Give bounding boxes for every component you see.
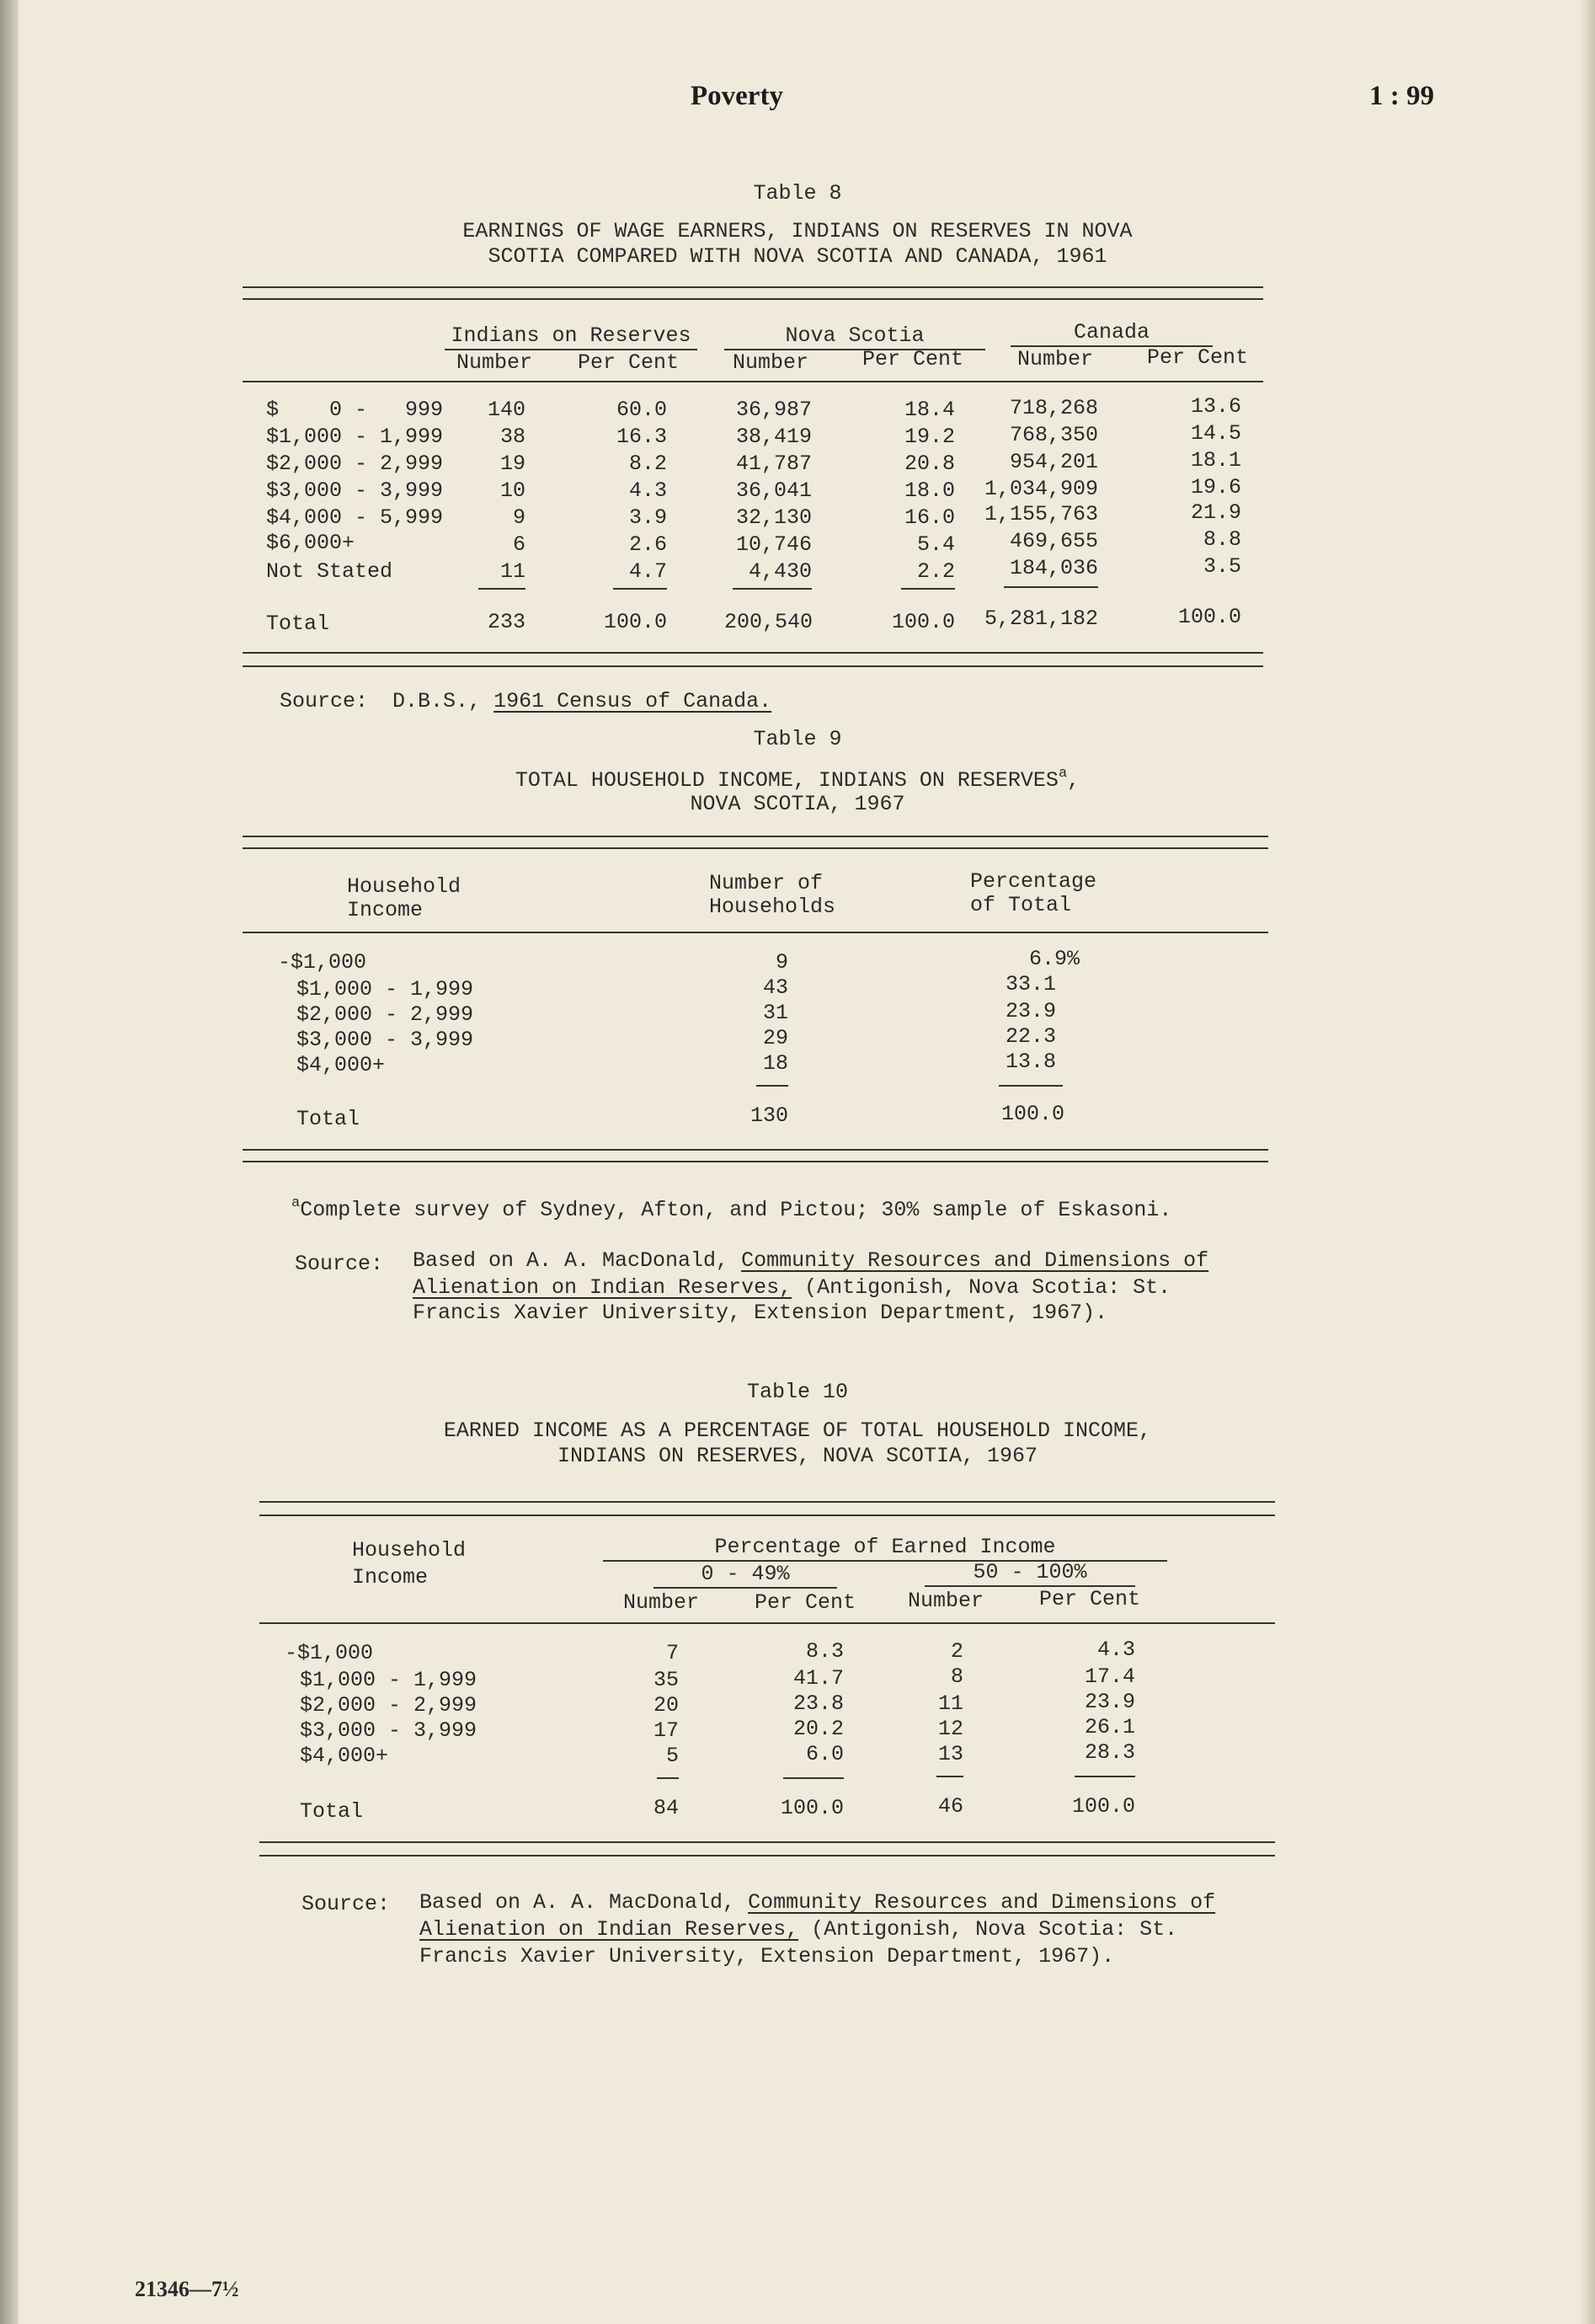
table-8-title-line2: SCOTIA COMPARED WITH NOVA SCOTIA AND CANADA, 1961 bbox=[488, 244, 1107, 269]
table-9-cell: 9 bbox=[775, 950, 788, 975]
table-9-cell: 23.9 bbox=[1005, 999, 1056, 1023]
table-8-cell: 18.1 bbox=[1190, 448, 1241, 473]
table-10-subhead: Number bbox=[623, 1590, 700, 1615]
table-8-cell: 38 bbox=[499, 425, 525, 449]
table-8-cell: 18.0 bbox=[904, 478, 955, 503]
table-10-row-label: -$1,000 bbox=[285, 1641, 374, 1665]
table-9-head-percentage: Percentage bbox=[970, 869, 1097, 894]
table-8-group-nova-scotia: Nova Scotia bbox=[785, 323, 925, 348]
table-10-sum-rule bbox=[936, 1776, 963, 1777]
table-9-head-income: Household bbox=[347, 874, 461, 899]
table-8-total-cell: 5,281,182 bbox=[984, 606, 1098, 631]
table-10-cell: 8 bbox=[950, 1664, 963, 1689]
table-9-rule-head bbox=[243, 932, 1268, 933]
table-8-rule-top bbox=[243, 286, 1263, 288]
table-8-subhead: Per Cent bbox=[578, 350, 680, 375]
table-8-cell: 1,155,763 bbox=[984, 502, 1098, 526]
table-9-total-label: Total bbox=[296, 1107, 360, 1131]
table-8-total-cell: 200,540 bbox=[724, 610, 814, 634]
table-10-total-label: Total bbox=[300, 1799, 364, 1824]
table-9-footnote-mark: a bbox=[291, 1195, 301, 1211]
table-9-cell: 22.3 bbox=[1005, 1024, 1056, 1049]
table-8-cell: 2.2 bbox=[916, 559, 955, 584]
table-10-subgroup-low-underline bbox=[653, 1587, 837, 1589]
table-8-sum-rule bbox=[901, 588, 955, 590]
table-10-sum-rule bbox=[783, 1777, 844, 1779]
table-8-cell: 140 bbox=[487, 398, 525, 422]
table-10-cell: 4.3 bbox=[1096, 1637, 1135, 1662]
table-10-cell: 23.9 bbox=[1084, 1690, 1135, 1714]
table-9-rule-top bbox=[243, 836, 1268, 837]
table-10-total-cell: 46 bbox=[937, 1794, 963, 1819]
table-10-cell: 17 bbox=[653, 1718, 679, 1743]
table-8-cell: 1,034,909 bbox=[984, 477, 1098, 501]
table-10-row-label: $3,000 - 3,999 bbox=[300, 1718, 477, 1743]
table-8-sum-rule bbox=[1004, 586, 1098, 588]
table-8-cell: 41,787 bbox=[735, 451, 812, 476]
table-8-cell: 19 bbox=[499, 451, 525, 476]
table-10-cell: 8.3 bbox=[805, 1639, 844, 1664]
table-8-row-label: $2,000 - 2,999 bbox=[266, 451, 444, 476]
table-9-footnote-text: Complete survey of Sydney, Afton, and Pictou; 30% sample of Eskasoni. bbox=[300, 1198, 1172, 1222]
table-8-cell: 14.5 bbox=[1190, 421, 1241, 446]
table-8-row-label: $1,000 - 1,999 bbox=[266, 425, 444, 449]
table-10-subhead: Per Cent bbox=[755, 1590, 856, 1615]
table-10-subgroup-high: 50 - 100% bbox=[973, 1560, 1087, 1584]
table-10-source-line3: Francis Xavier University, Extension Department, 1967). bbox=[419, 1944, 1115, 1969]
table-10-rule-bottom-2 bbox=[259, 1855, 1275, 1857]
table-8-cell: 718,268 bbox=[1009, 396, 1098, 420]
table-9-cell: 33.1 bbox=[1005, 972, 1056, 996]
table-8-cell: 36,041 bbox=[735, 478, 812, 503]
table-10-head-income: Income bbox=[352, 1565, 429, 1589]
table-10-cell: 26.1 bbox=[1084, 1715, 1135, 1739]
table-10-cell: 12 bbox=[937, 1717, 963, 1741]
table-8-group-indians: Indians on Reserves bbox=[451, 323, 691, 348]
table-8-group-canada: Canada bbox=[1073, 320, 1150, 345]
table-8-cell: 16.0 bbox=[904, 505, 955, 530]
table-9-rule-bottom-2 bbox=[243, 1161, 1268, 1162]
table-8-cell: 19.2 bbox=[904, 425, 955, 449]
table-8-subhead: Number bbox=[456, 350, 533, 375]
table-9-head-households: Number of bbox=[709, 871, 824, 895]
table-10-total-cell: 100.0 bbox=[780, 1796, 844, 1820]
table-8-cell: 16.3 bbox=[616, 425, 667, 449]
table-10-source-line2 bbox=[419, 1919, 1177, 1940]
table-10-title-line2: INDIANS ON RESERVES, NOVA SCOTIA, 1967 bbox=[557, 1444, 1038, 1468]
table-10-row-label: $1,000 - 1,999 bbox=[300, 1668, 477, 1692]
table-8-cell: 469,655 bbox=[1009, 529, 1098, 553]
table-9-cell: 43 bbox=[762, 975, 788, 1000]
table-10-cell: 7 bbox=[665, 1641, 679, 1665]
table-8-cell: 32,130 bbox=[735, 505, 812, 530]
table-9-row-label: -$1,000 bbox=[278, 950, 367, 975]
table-8-cell: 4.3 bbox=[628, 478, 667, 503]
table-8-total-cell: 233 bbox=[487, 610, 525, 634]
table-8-cell: 18.4 bbox=[904, 398, 955, 422]
table-9-cell: 18 bbox=[762, 1051, 788, 1076]
table-8-cell: 19.6 bbox=[1190, 475, 1241, 500]
table-9-cell: 6.9% bbox=[1028, 947, 1080, 971]
table-10-rule-bottom bbox=[259, 1841, 1275, 1843]
table-8-cell: 184,036 bbox=[1009, 556, 1098, 580]
table-10-rule-top bbox=[259, 1501, 1275, 1503]
table-8-rule-bottom bbox=[243, 652, 1263, 654]
table-9-total-cell: 100.0 bbox=[1000, 1102, 1064, 1126]
table-10-source-title: Community Resources and Dimensions of bbox=[748, 1890, 1216, 1915]
table-8-cell: 3.9 bbox=[628, 505, 667, 530]
table-9-title-footnote-mark: a bbox=[1058, 766, 1068, 782]
table-8-cell: 21.9 bbox=[1190, 500, 1241, 525]
table-10-cell: 5 bbox=[665, 1744, 679, 1768]
table-8-total-cell: 100.0 bbox=[1177, 605, 1241, 629]
table-8-cell: 2.6 bbox=[628, 532, 667, 557]
table-9-rule-top-2 bbox=[243, 847, 1268, 849]
table-8-cell: 9 bbox=[512, 505, 525, 530]
table-10-cell: 28.3 bbox=[1084, 1740, 1135, 1765]
table-10-total-cell: 100.0 bbox=[1071, 1794, 1135, 1819]
table-9-head-percentage: of Total bbox=[970, 893, 1072, 917]
table-9-source-prefix: Based on A. A. MacDonald, bbox=[413, 1248, 729, 1273]
table-8-cell: 954,201 bbox=[1009, 450, 1098, 474]
table-9-row-label: $3,000 - 3,999 bbox=[296, 1028, 474, 1052]
table-8-cell: 3.5 bbox=[1203, 554, 1241, 579]
table-8-source bbox=[280, 691, 771, 712]
table-9-source-title: Community Resources and Dimensions of bbox=[741, 1248, 1209, 1273]
page-right-edge bbox=[1580, 0, 1595, 2324]
table-8-cell: 11 bbox=[499, 559, 525, 584]
page-number: 1 : 99 bbox=[1369, 81, 1434, 111]
table-9-row-label: $4,000+ bbox=[296, 1053, 386, 1077]
table-8-row-label: $ 0 - 999 bbox=[266, 398, 444, 422]
table-8-cell: 4.7 bbox=[628, 559, 667, 584]
table-8-cell: 36,987 bbox=[735, 398, 812, 422]
table-10-source-publisher: (Antigonish, Nova Scotia: St. bbox=[811, 1917, 1178, 1942]
table-10-subhead: Number bbox=[908, 1589, 984, 1613]
table-8-row-label: Not Stated bbox=[266, 559, 393, 584]
table-9-row-label: $2,000 - 2,999 bbox=[296, 1002, 474, 1027]
table-8-cell: 20.8 bbox=[904, 451, 955, 476]
table-9-source-label: Source: bbox=[295, 1252, 384, 1276]
table-8-label: Table 8 bbox=[753, 181, 842, 206]
table-10-cell: 20 bbox=[653, 1693, 679, 1718]
table-9-title-line1 bbox=[0, 767, 1595, 791]
table-10-sum-rule bbox=[1075, 1776, 1135, 1777]
table-10-title-line1: EARNED INCOME AS A PERCENTAGE OF TOTAL HOUSEHOLD INCOME, bbox=[443, 1418, 1152, 1443]
table-8-subhead: Number bbox=[733, 350, 809, 375]
table-8-rule-head bbox=[243, 381, 1263, 382]
printer-signature-code: 21346—7½ bbox=[135, 2277, 239, 2301]
table-9-total-cell: 130 bbox=[749, 1103, 788, 1128]
table-8-total-cell: 100.0 bbox=[891, 610, 955, 634]
table-8-row-label: $4,000 - 5,999 bbox=[266, 505, 444, 530]
table-8-total-cell: 100.0 bbox=[603, 610, 667, 634]
table-8-cell: 13.6 bbox=[1190, 394, 1241, 419]
table-8-title-line1: EARNINGS OF WAGE EARNERS, INDIANS ON RESERVES IN NOVA bbox=[462, 219, 1133, 243]
table-8-total-label: Total bbox=[266, 612, 330, 636]
table-8-cell: 10,746 bbox=[735, 532, 812, 557]
table-10-cell: 35 bbox=[653, 1668, 679, 1692]
table-10-rule-top-2 bbox=[259, 1515, 1275, 1516]
table-8-rule-top-2 bbox=[243, 298, 1263, 300]
table-9-title-text: TOTAL HOUSEHOLD INCOME, INDIANS ON RESERVES bbox=[515, 768, 1059, 793]
table-10-row-label: $2,000 - 2,999 bbox=[300, 1693, 477, 1718]
table-8-source-title: 1961 Census of Canada. bbox=[493, 689, 772, 713]
table-10-source-line1 bbox=[419, 1892, 1215, 1913]
table-10-cell: 2 bbox=[950, 1639, 963, 1664]
table-9-source-publisher: (Antigonish, Nova Scotia: St. bbox=[804, 1275, 1171, 1300]
table-8-source-prefix: D.B.S., bbox=[392, 689, 482, 713]
table-8-row-label: $6,000+ bbox=[266, 531, 355, 555]
table-10-cell: 17.4 bbox=[1084, 1664, 1135, 1689]
table-9-cell: 29 bbox=[762, 1026, 788, 1050]
table-10-source-prefix: Based on A. A. MacDonald, bbox=[419, 1890, 736, 1915]
table-8-cell: 10 bbox=[499, 478, 525, 503]
table-8-source-label: Source: bbox=[280, 689, 369, 713]
table-9-title-comma: , bbox=[1067, 768, 1080, 793]
table-9-head-income: Income bbox=[347, 898, 424, 922]
table-10-label: Table 10 bbox=[746, 1380, 849, 1404]
table-10-total-cell: 84 bbox=[653, 1796, 679, 1820]
table-8-cell: 60.0 bbox=[616, 398, 667, 422]
table-8-cell: 6 bbox=[512, 532, 525, 557]
table-8-cell: 4,430 bbox=[748, 559, 812, 584]
table-9-title-line2: NOVA SCOTIA, 1967 bbox=[690, 792, 905, 816]
table-10-cell: 13 bbox=[937, 1742, 963, 1766]
table-8-cell: 8.8 bbox=[1203, 527, 1241, 552]
table-9-sum-rule bbox=[999, 1085, 1063, 1087]
table-10-cell: 6.0 bbox=[805, 1742, 844, 1766]
table-10-row-label: $4,000+ bbox=[300, 1744, 389, 1768]
table-9-head-households: Households bbox=[709, 895, 836, 919]
table-8-subhead: Number bbox=[1017, 347, 1094, 371]
table-10-rule-head bbox=[259, 1622, 1275, 1624]
table-9-cell: 31 bbox=[762, 1001, 788, 1025]
table-10-cell: 20.2 bbox=[792, 1717, 844, 1741]
table-8-sum-rule bbox=[478, 588, 525, 590]
table-9-sum-rule bbox=[756, 1085, 788, 1087]
table-10-subhead: Per Cent bbox=[1039, 1587, 1141, 1611]
table-8-rule-bottom-2 bbox=[243, 665, 1263, 667]
table-10-source-title-cont: Alienation on Indian Reserves, bbox=[419, 1917, 799, 1942]
table-8-sum-rule bbox=[613, 588, 667, 590]
table-9-footnote bbox=[291, 1196, 1171, 1221]
table-9-label: Table 9 bbox=[753, 727, 842, 751]
table-8-subhead: Per Cent bbox=[1147, 345, 1249, 370]
table-9-source-title-cont: Alienation on Indian Reserves, bbox=[413, 1275, 792, 1300]
table-9-cell: 13.8 bbox=[1005, 1050, 1056, 1074]
table-10-source-label: Source: bbox=[301, 1892, 391, 1916]
table-10-head-income: Household bbox=[352, 1538, 467, 1563]
table-10-cell: 23.8 bbox=[792, 1691, 844, 1716]
table-9-source-line1 bbox=[413, 1250, 1208, 1271]
table-10-subgroup-low: 0 - 49% bbox=[701, 1562, 790, 1586]
table-9-source-line3: Francis Xavier University, Extension Department, 1967). bbox=[413, 1301, 1108, 1325]
running-head-title: Poverty bbox=[691, 81, 783, 111]
table-8-sum-rule bbox=[733, 588, 812, 590]
table-10-cell: 11 bbox=[937, 1691, 963, 1716]
table-10-cell: 41.7 bbox=[792, 1666, 844, 1691]
table-8-row-label: $3,000 - 3,999 bbox=[266, 478, 444, 503]
table-8-cell: 8.2 bbox=[628, 451, 667, 476]
table-8-cell: 768,350 bbox=[1009, 423, 1098, 447]
page-binding-edge bbox=[0, 0, 19, 2324]
table-9-row-label: $1,000 - 1,999 bbox=[296, 977, 474, 1002]
table-8-cell: 5.4 bbox=[916, 532, 955, 557]
table-9-rule-bottom bbox=[243, 1149, 1268, 1151]
table-8-subhead: Per Cent bbox=[862, 347, 964, 371]
table-10-group-head: Percentage of Earned Income bbox=[714, 1535, 1056, 1559]
table-9-source-line2 bbox=[413, 1277, 1171, 1298]
table-8-cell: 38,419 bbox=[735, 425, 812, 449]
table-10-sum-rule bbox=[657, 1777, 679, 1779]
